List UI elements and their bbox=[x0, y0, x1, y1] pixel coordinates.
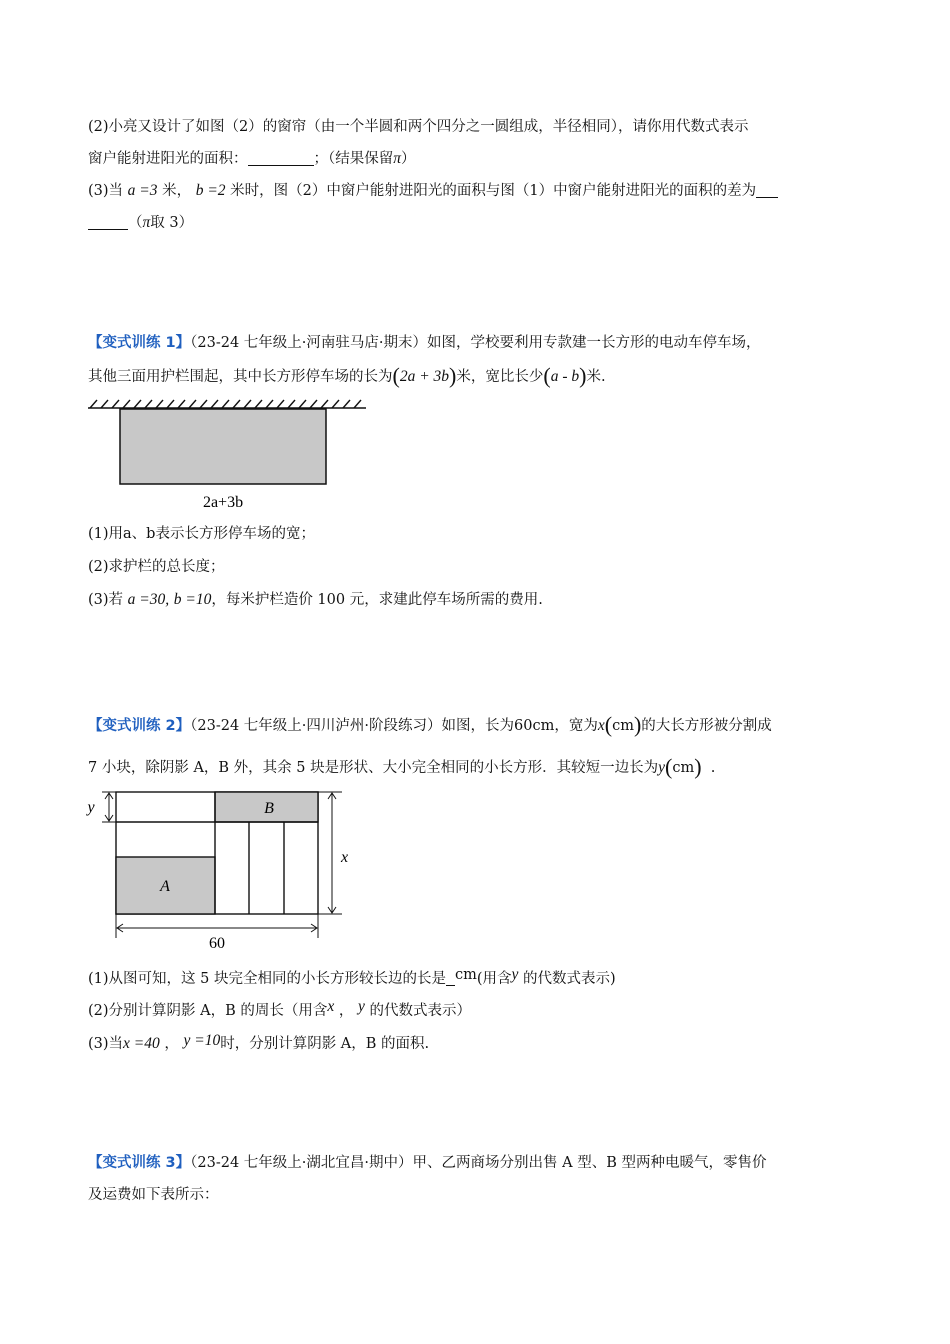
parking-lot-figure bbox=[84, 398, 374, 513]
t3-line1: 【变式训练 3】（23-24 七年级上·湖北宜昌·期中）甲、乙两商场分别出售 A 型、B 型两种电暖气，零售价 bbox=[88, 1155, 767, 1171]
hatch-mark bbox=[101, 400, 108, 408]
hatch-mark bbox=[90, 400, 97, 408]
q2-line2: 窗户能射进阳光的面积： ；（结果保留π） bbox=[88, 150, 416, 167]
hatch-mark bbox=[255, 400, 262, 408]
hatch-mark bbox=[277, 400, 284, 408]
t1-q3: (3)若 a =30, b =10，每米护栏造价 100 元，求建此停车场所需的费用. bbox=[88, 591, 543, 608]
hatch-mark bbox=[222, 400, 229, 408]
hatch-mark bbox=[332, 400, 339, 408]
hatch-mark bbox=[178, 400, 185, 408]
label-60: 60 bbox=[209, 935, 225, 952]
hatch-mark bbox=[299, 400, 306, 408]
hatch-mark bbox=[200, 400, 207, 408]
hatch-mark bbox=[156, 400, 163, 408]
training-tag: 【变式训练 2】 bbox=[88, 718, 191, 734]
t1-q2: (2)求护栏的总长度； bbox=[88, 559, 225, 575]
label-a: A bbox=[160, 878, 170, 895]
hatch-mark bbox=[288, 400, 295, 408]
label-b: B bbox=[264, 800, 274, 817]
hatch-mark bbox=[244, 400, 251, 408]
training-tag: 【变式训练 3】 bbox=[88, 1155, 191, 1171]
t2-q3: (3)当x =40 ， y =10时，分别计算阴影 A，B 的面积. bbox=[88, 1032, 430, 1052]
training-tag: 【变式训练 1】 bbox=[88, 335, 191, 351]
hatch-mark bbox=[189, 400, 196, 408]
hatch-mark bbox=[123, 400, 130, 408]
hatch-mark bbox=[343, 400, 350, 408]
divided-rect-figure bbox=[80, 785, 370, 955]
hatch-mark bbox=[310, 400, 317, 408]
t1-line2: 其他三面用护栏围起，其中长方形停车场的长为(2a + 3b)米，宽比长少(a - b)米. bbox=[88, 363, 606, 388]
hatch-mark bbox=[354, 400, 361, 408]
t1-line1: 【变式训练 1】（23-24 七年级上·河南驻马店·期末）如图，学校要利用专款建一长方形的电动车停车场， bbox=[88, 335, 761, 351]
answer-blank[interactable] bbox=[446, 971, 455, 986]
q2-line1: (2)小亮又设计了如图（2）的窗帘（由一个半圆和两个四分之一圆组成，半径相同），请你用代数式表示 bbox=[88, 119, 749, 135]
t2-q2: (2)分别计算阴影 A，B 的周长（用含x ， y 的代数式表示） bbox=[88, 998, 471, 1019]
hatch-mark bbox=[233, 400, 240, 408]
hatch-mark bbox=[266, 400, 273, 408]
label-x: x bbox=[341, 849, 349, 866]
answer-blank[interactable] bbox=[88, 215, 128, 230]
parking-lot-rect bbox=[120, 409, 326, 484]
answer-blank[interactable] bbox=[756, 183, 778, 198]
length-label: 2a+3b bbox=[202, 494, 244, 511]
hatch-mark bbox=[145, 400, 152, 408]
hatch-mark bbox=[167, 400, 174, 408]
q3-line2: （π取 3） bbox=[88, 213, 193, 233]
t2-q1: (1)从图可知，这 5 块完全相同的小长方形较长边的长是 cm(用含y 的代数式表示) bbox=[88, 966, 616, 987]
hatch-mark bbox=[112, 400, 119, 408]
hatch-mark bbox=[321, 400, 328, 408]
t1-q1: (1)用a、b表示长方形停车场的宽； bbox=[88, 526, 315, 542]
t2-line1: 【变式训练 2】（23-24 七年级上·四川泸州·阶段练习）如图，长为60cm，宽为x(cm)的大长方形被分割成 bbox=[88, 712, 772, 737]
answer-blank[interactable] bbox=[248, 151, 314, 166]
t3-line2: 及运费如下表所示： bbox=[88, 1187, 219, 1203]
q3-line1: (3)当 a =3 米， b =2 米时，图（2）中窗户能射进阳光的面积与图（1）中窗户能射进阳光的面积的差为 bbox=[88, 181, 778, 201]
t2-line2: 7 小块，除阴影 A，B 外，其余 5 块是形状、大小完全相同的小长方形．其较短一边长为y(cm) . bbox=[88, 754, 716, 779]
wall-hatching bbox=[90, 400, 361, 408]
hatch-mark bbox=[134, 400, 141, 408]
label-y: y bbox=[87, 799, 95, 816]
hatch-mark bbox=[211, 400, 218, 408]
